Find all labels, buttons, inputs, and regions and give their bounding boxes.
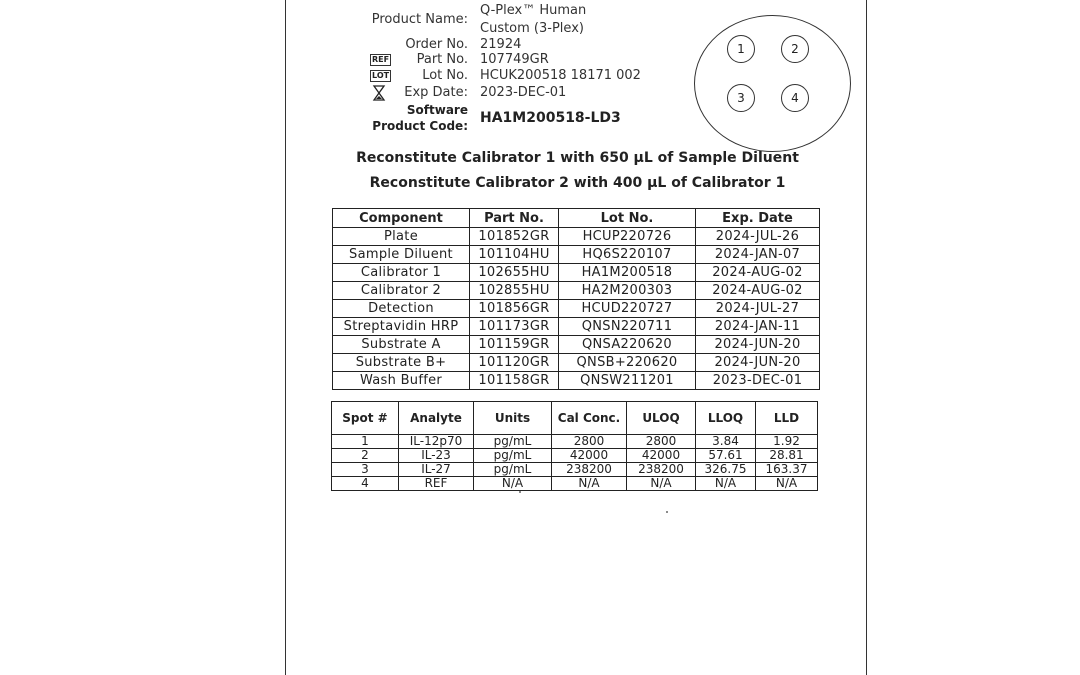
table-cell: pg/mL bbox=[474, 449, 552, 463]
table-cell: QNSB+220620 bbox=[559, 354, 696, 372]
header-lloq: LLOQ bbox=[696, 402, 756, 435]
table-cell: 2800 bbox=[552, 435, 627, 449]
components-header-row bbox=[333, 209, 820, 228]
order-label: Order No. bbox=[405, 37, 468, 52]
table-row bbox=[333, 228, 820, 246]
spot-3: 3 bbox=[727, 84, 755, 112]
exp-label: Exp Date: bbox=[404, 85, 468, 100]
table-cell: 2024-JAN-11 bbox=[696, 318, 820, 336]
instruction-line1: Reconstitute Calibrator 1 with 650 µL of Sample Diluent bbox=[356, 150, 799, 166]
header-analyte: Analyte bbox=[399, 402, 474, 435]
header-lot-no: Lot No. bbox=[559, 209, 696, 228]
table-cell: HA1M200518 bbox=[559, 264, 696, 282]
product-name-label: Product Name: bbox=[371, 12, 468, 27]
table-cell: 101158GR bbox=[470, 372, 559, 390]
table-cell: IL-23 bbox=[399, 449, 474, 463]
table-cell: QNSW211201 bbox=[559, 372, 696, 390]
table-cell: QNSN220711 bbox=[559, 318, 696, 336]
table-cell: 42000 bbox=[552, 449, 627, 463]
table-row bbox=[333, 246, 820, 264]
table-cell: N/A bbox=[552, 477, 627, 491]
table-cell: 3.84 bbox=[696, 435, 756, 449]
software-value: HA1M200518-LD3 bbox=[480, 110, 621, 126]
table-cell: Detection bbox=[333, 300, 470, 318]
table-cell: 101159GR bbox=[470, 336, 559, 354]
table-cell: 2024-JUN-20 bbox=[696, 336, 820, 354]
table-cell: 101120GR bbox=[470, 354, 559, 372]
well-diagram bbox=[694, 15, 851, 152]
lot-label: Lot No. bbox=[422, 68, 468, 83]
table-row bbox=[333, 300, 820, 318]
table-cell: IL-12p70 bbox=[399, 435, 474, 449]
table-cell: pg/mL bbox=[474, 463, 552, 477]
table-cell: 42000 bbox=[627, 449, 696, 463]
table-cell: 1 bbox=[332, 435, 399, 449]
scan-speck bbox=[666, 511, 668, 513]
table-cell: 163.37 bbox=[756, 463, 818, 477]
table-row bbox=[333, 372, 820, 390]
table-row bbox=[333, 264, 820, 282]
scan-speck bbox=[519, 491, 521, 493]
table-row bbox=[332, 463, 818, 477]
table-cell: HA2M200303 bbox=[559, 282, 696, 300]
table-cell: 2024-JUN-20 bbox=[696, 354, 820, 372]
spots-header-row bbox=[332, 402, 818, 435]
table-cell: Wash Buffer bbox=[333, 372, 470, 390]
table-cell: 2 bbox=[332, 449, 399, 463]
table-cell: 2024-JAN-07 bbox=[696, 246, 820, 264]
table-cell: Substrate B+ bbox=[333, 354, 470, 372]
table-cell: Sample Diluent bbox=[333, 246, 470, 264]
table-row bbox=[332, 449, 818, 463]
spot-1: 1 bbox=[727, 35, 755, 63]
table-cell: N/A bbox=[756, 477, 818, 491]
exp-value: 2023-DEC-01 bbox=[480, 85, 567, 100]
table-cell: 238200 bbox=[627, 463, 696, 477]
table-cell: 2024-AUG-02 bbox=[696, 282, 820, 300]
table-cell: IL-27 bbox=[399, 463, 474, 477]
table-row bbox=[332, 435, 818, 449]
lot-value: HCUK200518 18171 002 bbox=[480, 68, 641, 83]
table-cell: 102655HU bbox=[470, 264, 559, 282]
table-cell: 326.75 bbox=[696, 463, 756, 477]
table-cell: 101852GR bbox=[470, 228, 559, 246]
instruction-line2: Reconstitute Calibrator 2 with 400 µL of Calibrator 1 bbox=[369, 175, 786, 191]
order-value: 21924 bbox=[480, 37, 522, 52]
table-cell: N/A bbox=[696, 477, 756, 491]
table-cell: 2024-JUL-26 bbox=[696, 228, 820, 246]
software-label-line1: Software bbox=[406, 103, 468, 117]
table-cell: 2024-JUL-27 bbox=[696, 300, 820, 318]
table-row bbox=[332, 477, 818, 491]
header-uloq: ULOQ bbox=[627, 402, 696, 435]
header-component: Component bbox=[333, 209, 470, 228]
spot-4: 4 bbox=[781, 84, 809, 112]
table-cell: 4 bbox=[332, 477, 399, 491]
table-cell: 2800 bbox=[627, 435, 696, 449]
table-cell: Streptavidin HRP bbox=[333, 318, 470, 336]
table-cell: 101104HU bbox=[470, 246, 559, 264]
header-lld: LLD bbox=[756, 402, 818, 435]
components-table bbox=[332, 208, 820, 390]
table-cell: N/A bbox=[627, 477, 696, 491]
table-row bbox=[333, 354, 820, 372]
table-cell: 2023-DEC-01 bbox=[696, 372, 820, 390]
spot-2: 2 bbox=[781, 35, 809, 63]
table-cell: QNSA220620 bbox=[559, 336, 696, 354]
header-spot: Spot # bbox=[332, 402, 399, 435]
header-part-no: Part No. bbox=[470, 209, 559, 228]
header-units: Units bbox=[474, 402, 552, 435]
table-cell: Substrate A bbox=[333, 336, 470, 354]
table-cell: 2024-AUG-02 bbox=[696, 264, 820, 282]
table-cell: 102855HU bbox=[470, 282, 559, 300]
table-cell: 101856GR bbox=[470, 300, 559, 318]
table-cell: Calibrator 1 bbox=[333, 264, 470, 282]
software-label-line2: Product Code: bbox=[372, 119, 468, 133]
product-name-line1: Q-Plex™ Human bbox=[480, 3, 587, 18]
table-cell: 101173GR bbox=[470, 318, 559, 336]
table-row bbox=[333, 282, 820, 300]
table-cell: Calibrator 2 bbox=[333, 282, 470, 300]
table-cell: Plate bbox=[333, 228, 470, 246]
lot-symbol: LOT bbox=[372, 71, 390, 80]
ref-symbol: REF bbox=[372, 55, 390, 64]
table-cell: HCUD220727 bbox=[559, 300, 696, 318]
header-exp-date: Exp. Date bbox=[696, 209, 820, 228]
table-cell: 1.92 bbox=[756, 435, 818, 449]
table-cell: pg/mL bbox=[474, 435, 552, 449]
table-cell: HCUP220726 bbox=[559, 228, 696, 246]
table-cell: 28.81 bbox=[756, 449, 818, 463]
table-row bbox=[333, 336, 820, 354]
table-row bbox=[333, 318, 820, 336]
spots-table bbox=[331, 401, 818, 491]
table-cell: 238200 bbox=[552, 463, 627, 477]
table-cell: 57.61 bbox=[696, 449, 756, 463]
table-cell: HQ6S220107 bbox=[559, 246, 696, 264]
table-cell: REF bbox=[399, 477, 474, 491]
product-name-line2: Custom (3-Plex) bbox=[480, 21, 584, 36]
part-value: 107749GR bbox=[480, 52, 549, 67]
table-cell: N/A bbox=[474, 477, 552, 491]
header-cal-conc: Cal Conc. bbox=[552, 402, 627, 435]
part-label: Part No. bbox=[416, 52, 468, 67]
table-cell: 3 bbox=[332, 463, 399, 477]
